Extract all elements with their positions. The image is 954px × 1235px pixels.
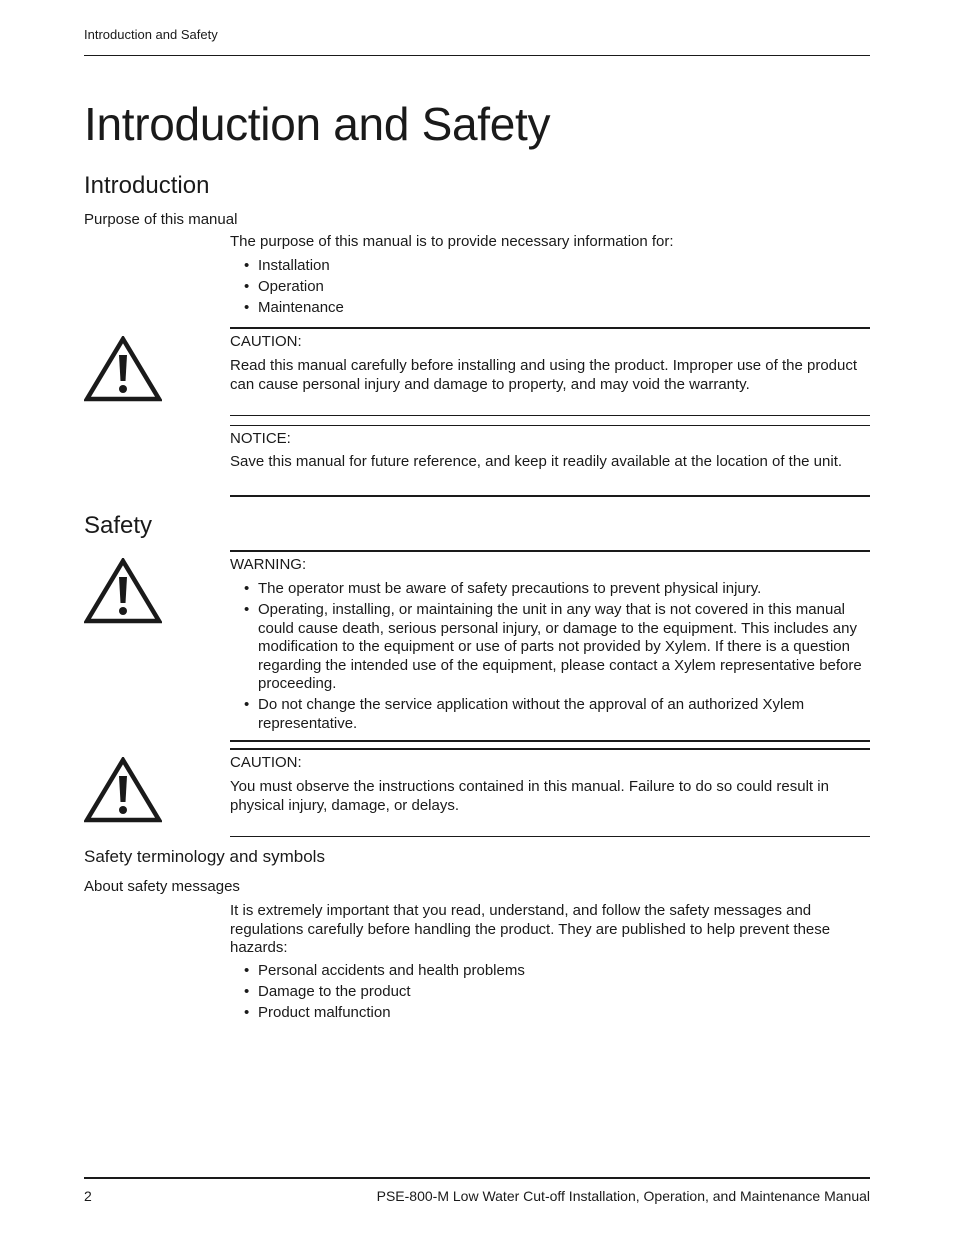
- list-item: • Do not change the service application without the approval of an authorized Xylem representative.: [244, 696, 866, 733]
- list-item: • The operator must be aware of safety precautions to prevent physical injury.: [244, 580, 866, 599]
- purpose-list: [244, 257, 866, 320]
- notice-top-rule: [230, 425, 870, 426]
- caution-top-rule: [230, 327, 870, 329]
- footer-document-title: PSE-800-M Low Water Cut-off Installation, Operation, and Maintenance Manual: [376, 1188, 870, 1204]
- caution-top-rule: [230, 748, 870, 750]
- warning-triangle-icon: [84, 558, 162, 624]
- header-divider: [84, 55, 870, 56]
- list-item: • Damage to the product: [244, 983, 866, 1002]
- warning-list: [244, 580, 866, 736]
- warning-triangle-icon: [84, 336, 162, 402]
- caution-bottom-rule: [230, 415, 870, 416]
- warning-triangle-icon: [84, 757, 162, 823]
- purpose-text: The purpose of this manual is to provide necessary information for:: [230, 233, 674, 250]
- caution-label: CAUTION:: [230, 333, 302, 350]
- list-item: • Operating, installing, or maintaining the unit in any way that is not covered in this manual could cause death, serious personal injury, or damage to the equipment. This includes any modification to the equipment or use of parts not provided by Xylem. If there is a question regarding the intended use of the equipment, please contact a Xylem representative before proceeding.: [244, 601, 866, 694]
- hazards-list: [244, 962, 866, 1025]
- list-item: • Maintenance: [244, 299, 866, 318]
- caution-label: CAUTION:: [230, 754, 302, 771]
- list-item: • Installation: [244, 257, 866, 276]
- running-header: Introduction and Safety: [84, 27, 218, 42]
- caution-text: You must observe the instructions contained in this manual. Failure to do so could result in physical injury, damage, or delays.: [230, 778, 829, 814]
- footer-divider: [84, 1177, 870, 1179]
- caution-text: Read this manual carefully before installing and using the product. Improper use of the product can cause personal injury and damage to property, and may void the warranty.: [230, 357, 858, 393]
- section-heading-safety: Safety: [84, 512, 153, 539]
- page-number: 2: [84, 1188, 92, 1204]
- notice-label: NOTICE:: [230, 430, 291, 447]
- caution-bottom-rule: [230, 836, 870, 837]
- subheading-about-safety-messages: About safety messages: [84, 878, 240, 895]
- notice-bottom-rule: [230, 495, 870, 497]
- subsection-heading-terminology: Safety terminology and symbols: [84, 847, 325, 866]
- section-heading-introduction: Introduction: [84, 172, 210, 199]
- notice-text: Save this manual for future reference, and keep it readily available at the location of the unit.: [230, 453, 843, 470]
- about-safety-text: It is extremely important that you read, understand, and follow the safety messages and regulations carefully before handling the product. They are published to help prevent these hazards:: [230, 902, 831, 957]
- list-item: • Personal accidents and health problems: [244, 962, 866, 981]
- warning-label: WARNING:: [230, 556, 307, 573]
- warning-top-rule: [230, 550, 870, 552]
- warning-bottom-rule: [230, 740, 870, 742]
- subheading-purpose: Purpose of this manual: [84, 211, 238, 228]
- list-item: • Product malfunction: [244, 1004, 866, 1023]
- page-title: Introduction and Safety: [84, 98, 551, 150]
- list-item: • Operation: [244, 278, 866, 297]
